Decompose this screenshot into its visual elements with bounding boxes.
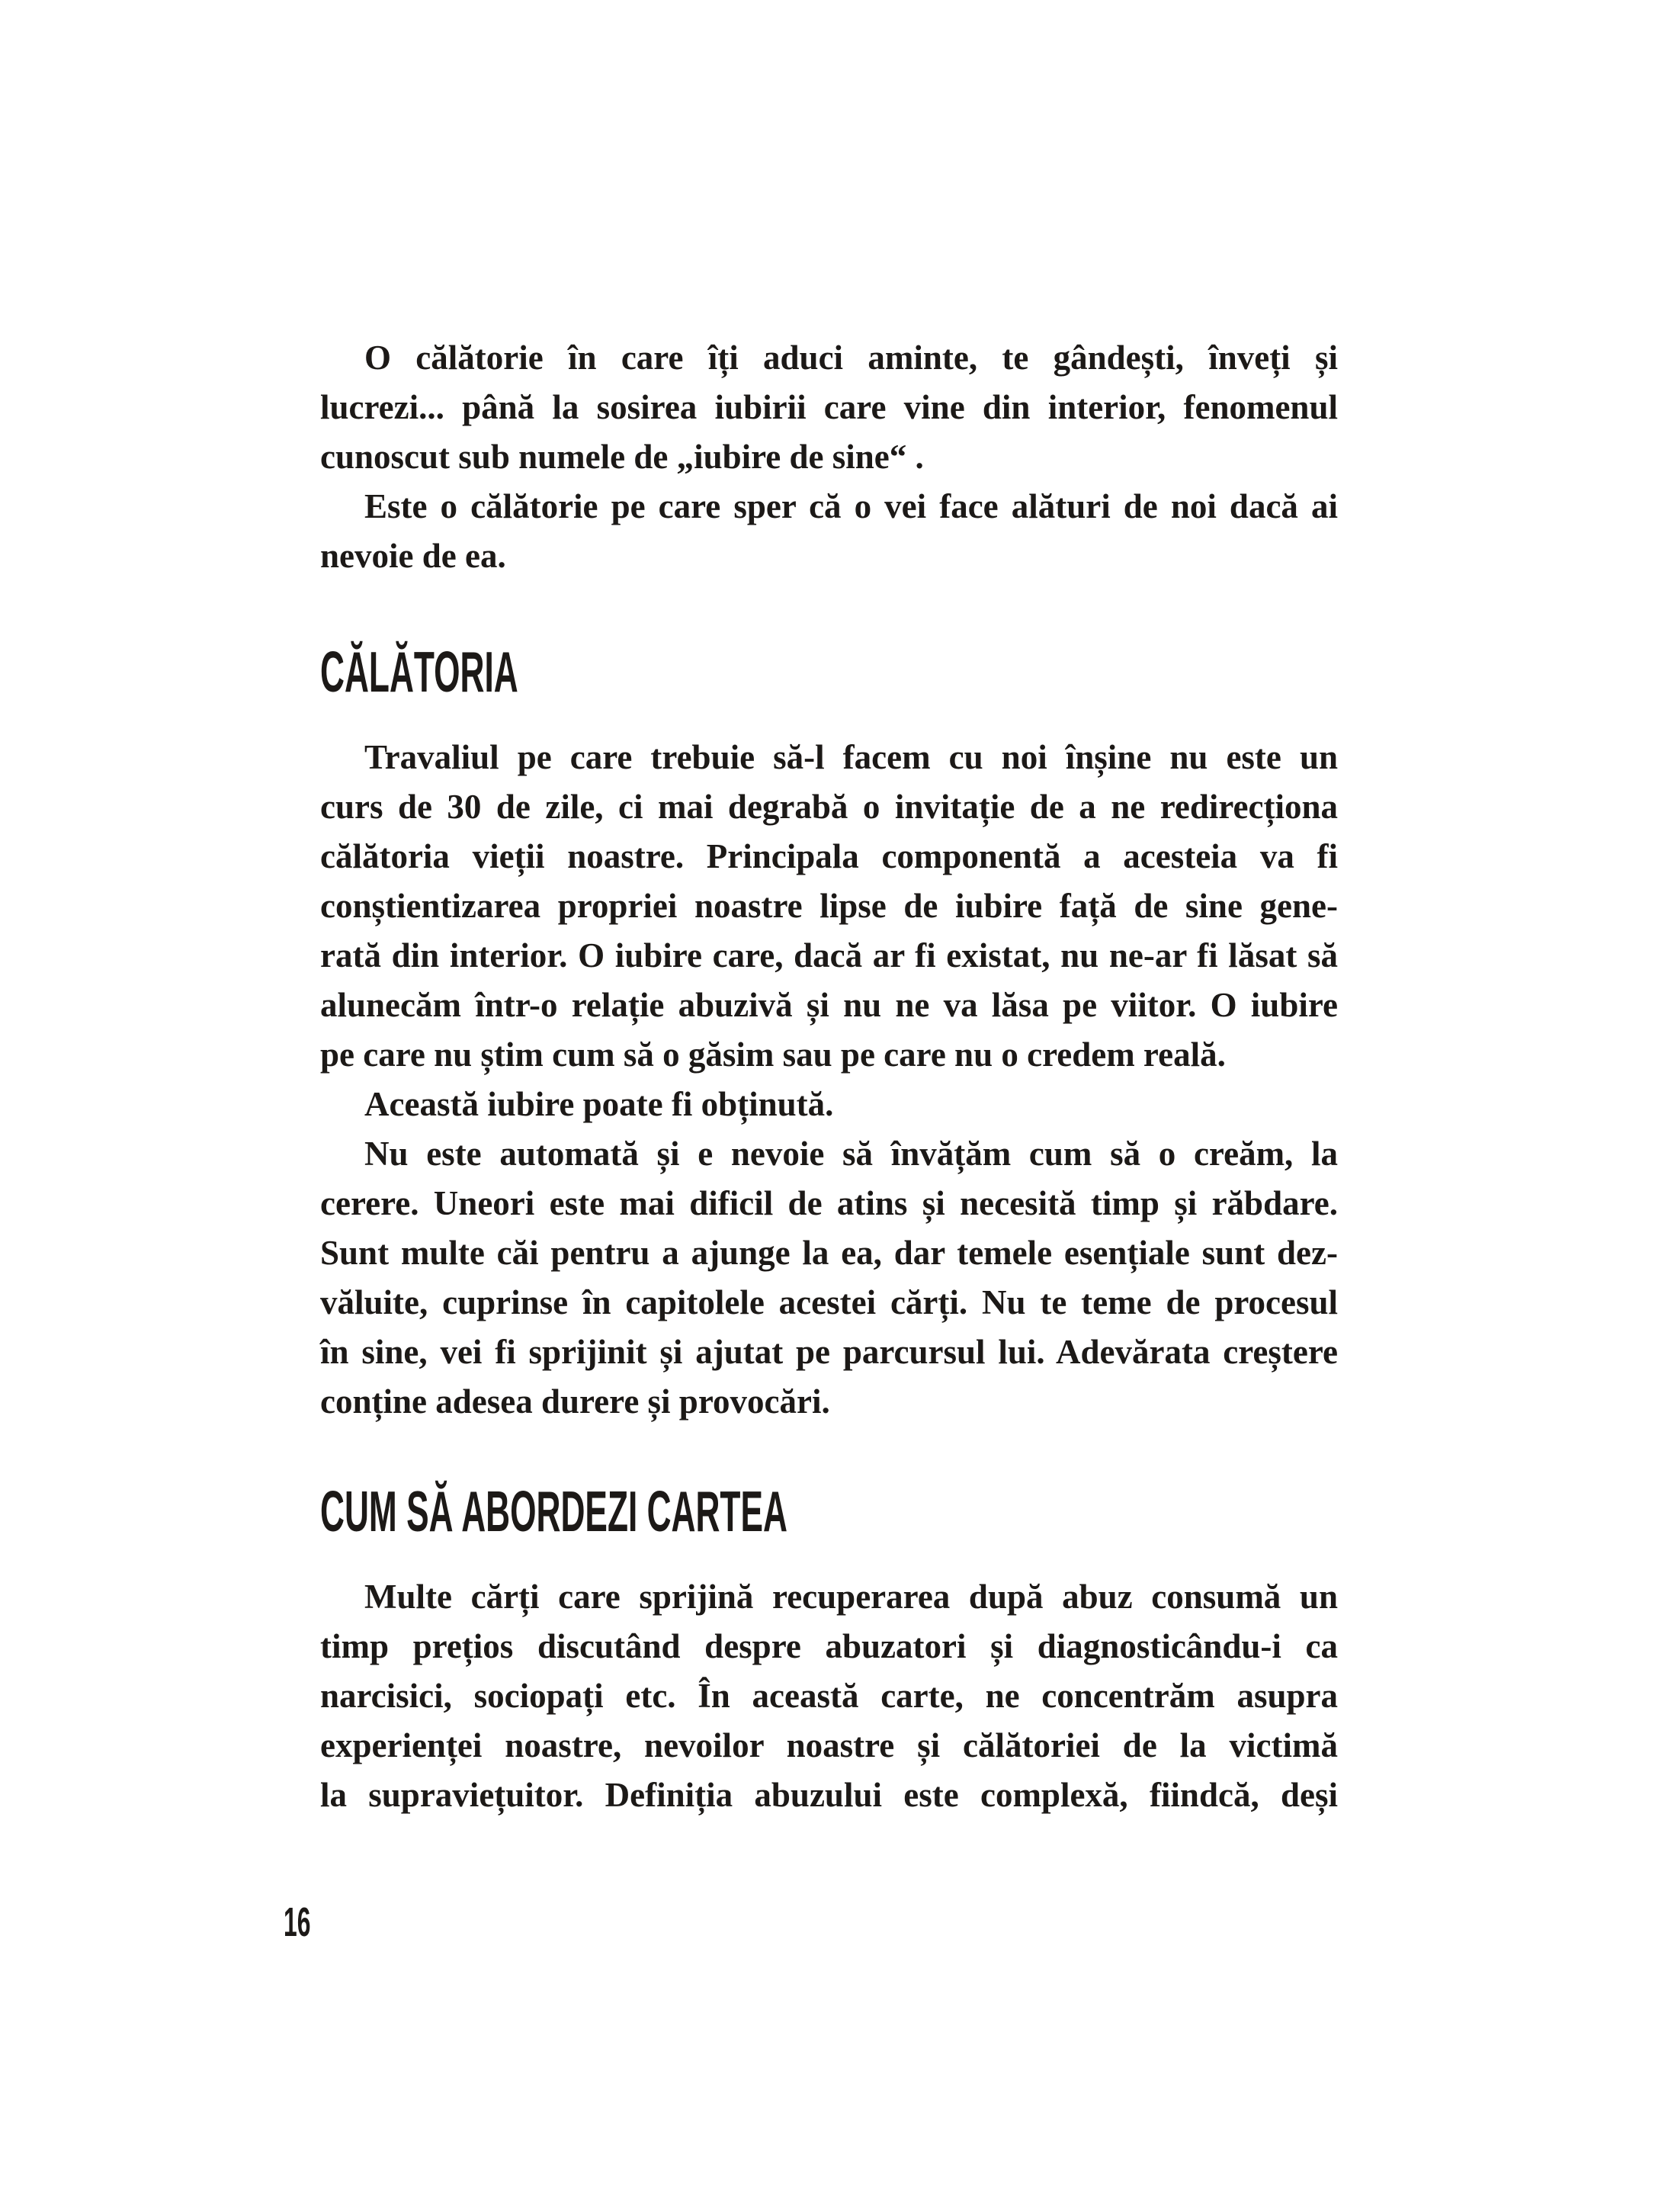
text-line: rată din interior. O iubire care, dacă ar fi existat, nu ne-ar fi lăsat să: [320, 936, 1338, 974]
text-line: experienței noastre, nevoilor noastre și călătoriei de la victimă: [320, 1726, 1338, 1764]
text-line: narcisici, sociopați etc. În această carte, ne concentrăm asupra: [320, 1677, 1338, 1715]
text-line: cerere. Uneori este mai dificil de atins și necesită timp și răbdare.: [320, 1184, 1338, 1222]
text-line: Nu este automată și e nevoie să învățăm cum să o creăm, la: [364, 1135, 1338, 1173]
text-line: călătoria vieții noastre. Principala componentă a acesteia va fi: [320, 837, 1338, 875]
paragraph-abordare-1: [320, 1572, 1338, 1820]
page-number: 16: [284, 1899, 311, 1945]
text-line: conștientizarea propriei noastre lipse de iubire față de sine gene-: [320, 887, 1338, 925]
section-heading-cum-sa-abordezi-cartea: CUM SĂ ABORDEZI CARTEA: [320, 1479, 787, 1543]
text-line: nevoie de ea.: [320, 537, 506, 575]
text-line: Travaliul pe care trebuie să-l facem cu noi înșine nu este un: [364, 738, 1338, 776]
text-line: curs de 30 de zile, ci mai degrabă o invitație de a ne redirecționa: [320, 788, 1338, 826]
text-line: lucrezi... până la sosirea iubirii care vine din interior, fenomenul: [320, 388, 1338, 426]
paragraph-calatoria-3: [320, 1129, 1338, 1427]
text-line: văluite, cuprinse în capitolele acestei cărți. Nu te teme de procesul: [320, 1283, 1338, 1321]
section-heading-calatoria: CĂLĂTORIA: [320, 640, 518, 704]
text-line: Sunt multe căi pentru a ajunge la ea, dar temele esențiale sunt dez-: [320, 1234, 1338, 1272]
text-line: O călătorie în care îți aduci aminte, te gândești, înveți și: [364, 339, 1338, 377]
page-text-block: [320, 333, 1338, 1820]
text-line: alunecăm într-o relație abuzivă și nu ne va lăsa pe viitor. O iubire: [320, 986, 1338, 1024]
paragraph-intro-2: [320, 482, 1338, 581]
text-line: Este o călătorie pe care sper că o vei face alături de noi dacă ai: [364, 487, 1338, 525]
text-line: la supraviețuitor. Definiția abuzului este complexă, fiindcă, deși: [320, 1776, 1338, 1814]
text-line: Această iubire poate fi obținută.: [364, 1085, 834, 1123]
paragraph-intro-1: [320, 333, 1338, 482]
paragraph-calatoria-2: [320, 1080, 1338, 1129]
text-line: pe care nu știm cum să o găsim sau pe care nu o credem reală.: [320, 1035, 1226, 1074]
text-line: în sine, vei fi sprijinit și ajutat pe parcursul lui. Adevărata creștere: [320, 1333, 1338, 1371]
paragraph-calatoria-1: [320, 733, 1338, 1080]
text-line: timp prețios discutând despre abuzatori și diagnosticându-i ca: [320, 1627, 1338, 1665]
text-line: conține adesea durere și provocări.: [320, 1382, 830, 1421]
text-line: cunoscut sub numele de „iubire de sine“ .: [320, 438, 924, 476]
text-line: Multe cărți care sprijină recuperarea după abuz consumă un: [364, 1578, 1338, 1616]
